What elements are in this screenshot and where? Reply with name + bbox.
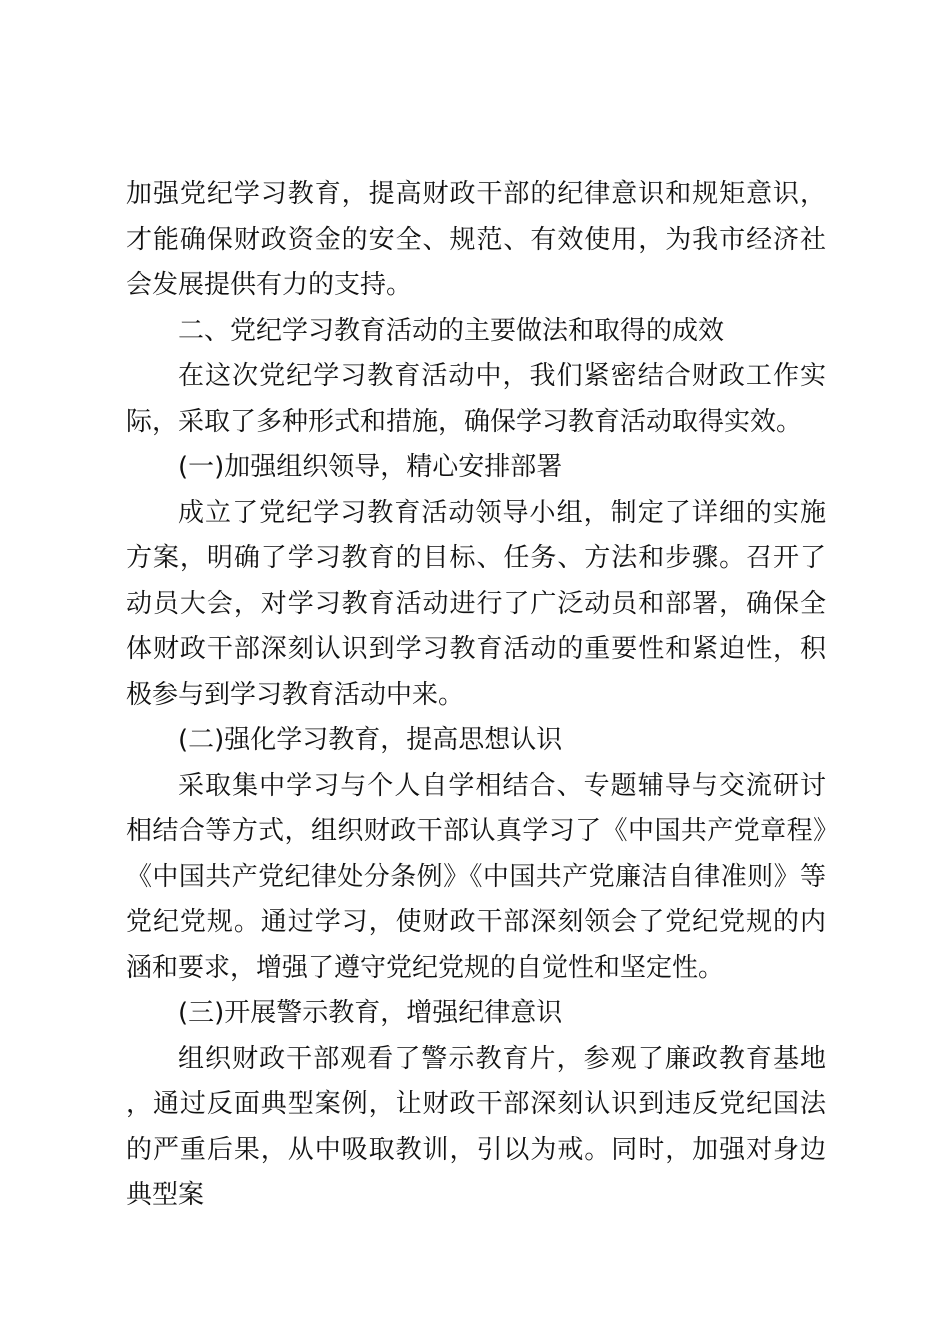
- subheading-one: (一)加强组织领导，精心安排部署: [178, 452, 563, 482]
- paragraph-organization: 成立了党纪学习教育活动领导小组，制定了详细的实施方案，明确了学习教育的目标、任务、方法和步骤。召开了动员大会，对学习教育活动进行了广泛动员和部署，确保全体财政干部深刻认识到学习教育活动的重要性和紧迫性，积极参与到学习教育活动中来。: [126, 497, 826, 710]
- document-body: [126, 172, 826, 1219]
- subheading-three: (三)开展警示教育，增强纪律意识: [178, 998, 563, 1028]
- paragraph-intro-continuation: 加强党纪学习教育，提高财政干部的纪律意识和规矩意识，才能确保财政资金的安全、规范、有效使用，为我市经济社会发展提供有力的支持。: [126, 179, 826, 300]
- paragraph-study: 采取集中学习与个人自学相结合、专题辅导与交流研讨相结合等方式，组织财政干部认真学习了《中国共产党章程》《中国共产党纪律处分条例》《中国共产党廉洁自律准则》等党纪党规。通过学习，使财政干部深刻领会了党纪党规的内涵和要求，增强了遵守党纪党规的自觉性和坚定性。: [126, 770, 826, 983]
- subheading-two: (二)强化学习教育，提高思想认识: [178, 725, 563, 755]
- paragraph-warning-education: 组织财政干部观看了警示教育片，参观了廉政教育基地，通过反面典型案例，让财政干部深刻认识到违反党纪国法的严重后果，从中吸取教训，引以为戒。同时，加强对身边典型案: [126, 1043, 826, 1210]
- paragraph-section-intro: 在这次党纪学习教育活动中，我们紧密结合财政工作实际，采取了多种形式和措施，确保学习教育活动取得实效。: [126, 361, 826, 437]
- section-heading-two: 二、党纪学习教育活动的主要做法和取得的成效: [178, 315, 725, 346]
